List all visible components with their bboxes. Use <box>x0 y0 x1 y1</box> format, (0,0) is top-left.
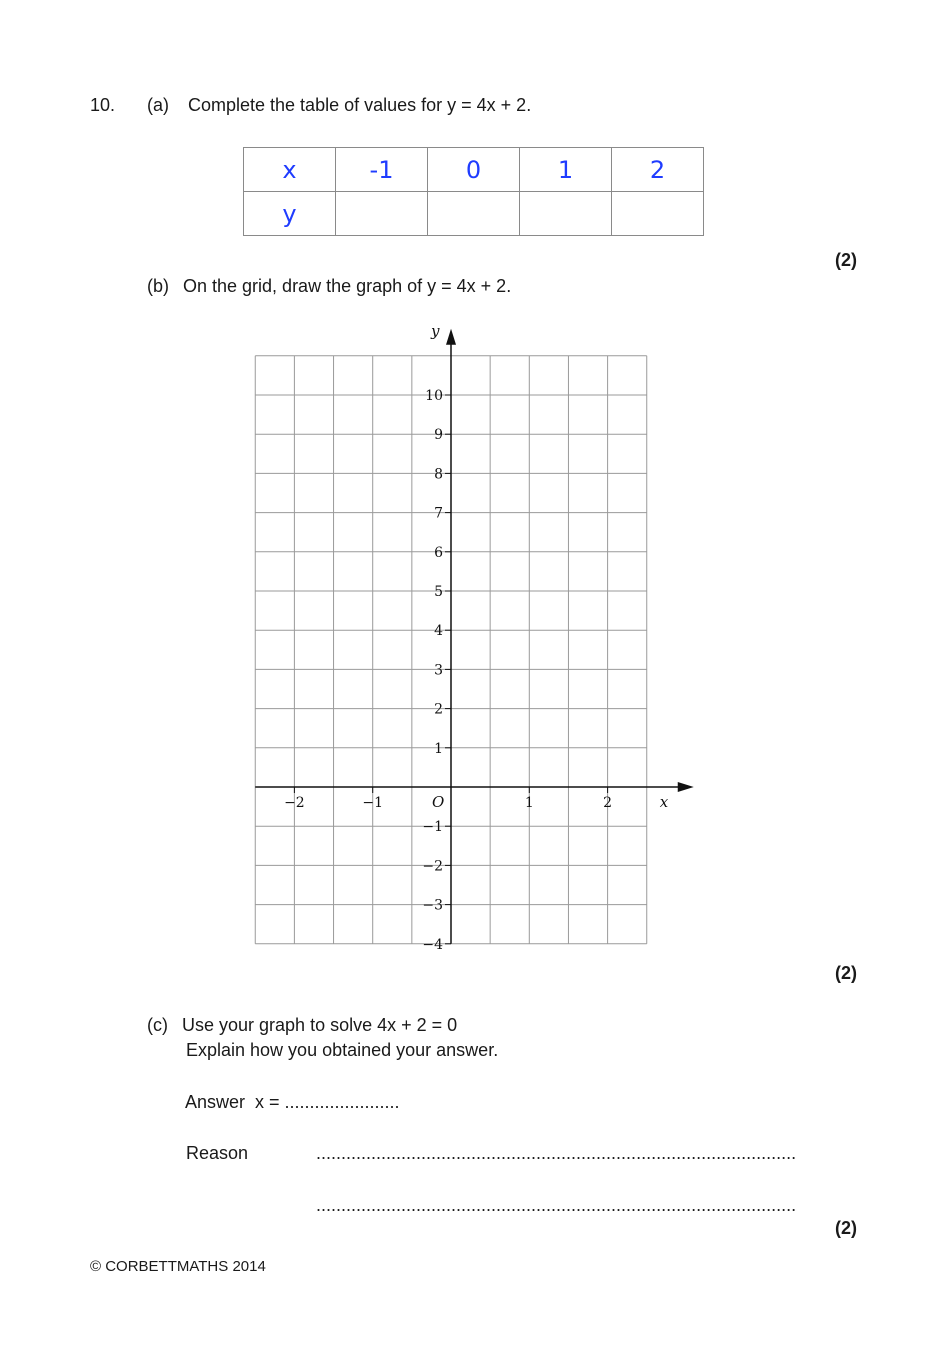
x-header-cell: x <box>244 148 336 192</box>
footer-copyright: © CORBETTMATHS 2014 <box>90 1258 266 1275</box>
part-a-text: Complete the table of values for y = 4x + 2. <box>188 95 532 115</box>
y-tick-label: −1 <box>422 819 443 836</box>
y-axis-label: y <box>431 321 440 340</box>
x-value-cell: -1 <box>336 148 428 192</box>
reason-line[interactable]: ................................................................................................ <box>316 1195 797 1215</box>
axes <box>255 322 694 944</box>
y-tick-label: 10 <box>425 388 443 404</box>
y-tick-label: 3 <box>434 662 443 679</box>
y-tick-label: 2 <box>434 701 443 718</box>
part-b-marks: (2) <box>835 963 857 983</box>
y-tick-label: −3 <box>422 897 443 914</box>
y-axis-arrow <box>446 329 456 345</box>
x-value-cell: 2 <box>612 148 704 192</box>
answer-field[interactable]: Answer x = ....................... <box>185 1092 400 1112</box>
reason-line[interactable]: ................................................................................................ <box>316 1143 797 1163</box>
part-c-label: (c) <box>147 1015 168 1035</box>
y-tick-label: 9 <box>434 427 443 444</box>
question-number: 10. <box>90 95 116 115</box>
y-tick-label: −2 <box>422 858 443 875</box>
x-axis-label: x <box>659 793 669 811</box>
origin-label: O <box>432 793 445 811</box>
x-tick-label: 2 <box>603 795 613 811</box>
y-tick-label: 6 <box>434 544 443 561</box>
y-header-cell: y <box>244 192 336 236</box>
part-c-text-line1: Use your graph to solve 4x + 2 = 0 <box>182 1015 458 1035</box>
y-tick-label: 1 <box>434 740 443 757</box>
y-tick-label: 7 <box>434 505 443 522</box>
x-axis-arrow <box>678 782 694 792</box>
x-value-cell: 1 <box>520 148 612 192</box>
part-c-text-line2: Explain how you obtained your answer. <box>186 1040 499 1060</box>
x-tick-label: −2 <box>284 795 305 811</box>
x-tick-label: −1 <box>362 795 384 811</box>
part-b-text: On the grid, draw the graph of y = 4x + 2. <box>183 276 512 296</box>
part-b-label: (b) <box>147 276 169 296</box>
y-tick-label: −4 <box>422 936 443 953</box>
part-c-marks: (2) <box>835 1218 857 1238</box>
y-tick-label: 8 <box>434 466 443 483</box>
x-tick-label: 1 <box>524 795 534 811</box>
part-a-marks: (2) <box>835 250 857 270</box>
part-a-label: (a) <box>147 95 169 115</box>
reason-label: Reason <box>186 1143 249 1163</box>
y-tick-label: 5 <box>434 584 443 600</box>
y-tick-label: 4 <box>434 623 443 640</box>
x-value-cell: 0 <box>428 148 520 192</box>
